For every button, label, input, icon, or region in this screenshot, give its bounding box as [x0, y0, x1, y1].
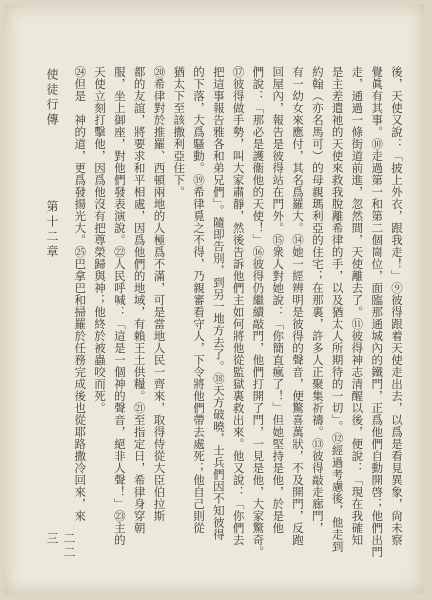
text-column: 後，天使又說：「披上外衣，跟我走！」⑨彼得跟着天使走出去，以爲是看見異象，尙未察	[390, 66, 404, 546]
book-page	[4, 4, 424, 594]
page-number: 二二三	[45, 532, 76, 560]
text-column: ㉔但是 神的道，更爲發揚光大。㉕巴拿巴和掃羅於任務完成後也從耶路撒冷回來，來	[73, 66, 88, 522]
text-column: 的下落，大爲騷動。⑲希律覓之不得，乃親審看守人，下令將他們帶去處死；他自己則從	[192, 66, 207, 534]
text-column: 走，通過一條街道前進，忽然間，天使離去了。⑪彼得神志清醒以後，便說：「現在我確知	[350, 66, 365, 546]
text-column: ⑳希律對於推羅、西頓兩地的人極爲不滿，可是當地人民一齊來，取得侍從大臣伯拉斯	[152, 66, 167, 522]
text-column: 猶太下至該撒利亞住下。	[172, 66, 187, 198]
running-head	[30, 68, 76, 568]
text-column: 覺眞有其事。⑩走過第一和第二個崗位，面臨那通城內的鐵門，正爲他們自動開啓；他們出門	[370, 66, 385, 558]
text-column: 是主差遣祂的天使來救我脫離希律的手，以及猶太人所期待的一切」。⑫經過考慮後，他走到	[330, 66, 345, 553]
text-column: 把這事報告雅各和弟兄們」。隨即告別，到另一地方去了。⑱天方破曉，士兵們因不知彼得	[211, 66, 226, 541]
book-title: 使徒行傳	[45, 68, 59, 128]
text-column: ⑰彼得做手勢，叫大家肅靜，然後告訴他們主如何將他從監獄裏救出來。他又說：「你們去	[231, 66, 246, 546]
text-column: 服，坐上御座，對他們發表演說。㉒人民呼喊：「這是一個神的聲音，絕非人聲！」㉓主的	[112, 66, 127, 546]
chapter-heading: 第十二章	[45, 200, 59, 260]
text-column: 約翰（亦名馬可）的母親瑪利亞的住宅；在那裏，許多人正聚集祈禱。⑬彼得敲走廊門，	[310, 66, 325, 534]
text-column: 回屋內，報告是彼得站在門外。⑮衆人對她說：「你簡直瘋了！」但她堅持是他，於是他	[271, 66, 286, 534]
text-column: 們說：「那必是護衞他的天使！」⑯彼得仍繼續敲門，他們打開了門，一見是他，大家驚奇。	[251, 66, 266, 558]
text-column: 天使立刻打擊他，因爲他沒有把尊榮歸與神；他終於被蟲咬而死。	[93, 66, 108, 414]
text-column: 有一幼女來應付，其名爲羅大。⑭她一經辨明是彼得的聲音，便驚喜萬狀，不及開門，反跑	[291, 66, 306, 546]
body-text	[70, 66, 406, 566]
text-column: 都的友誼，將要求和平相處，因爲他們的地域，有賴王土供糧。㉑至指定日，希律身穿朝	[132, 66, 147, 534]
